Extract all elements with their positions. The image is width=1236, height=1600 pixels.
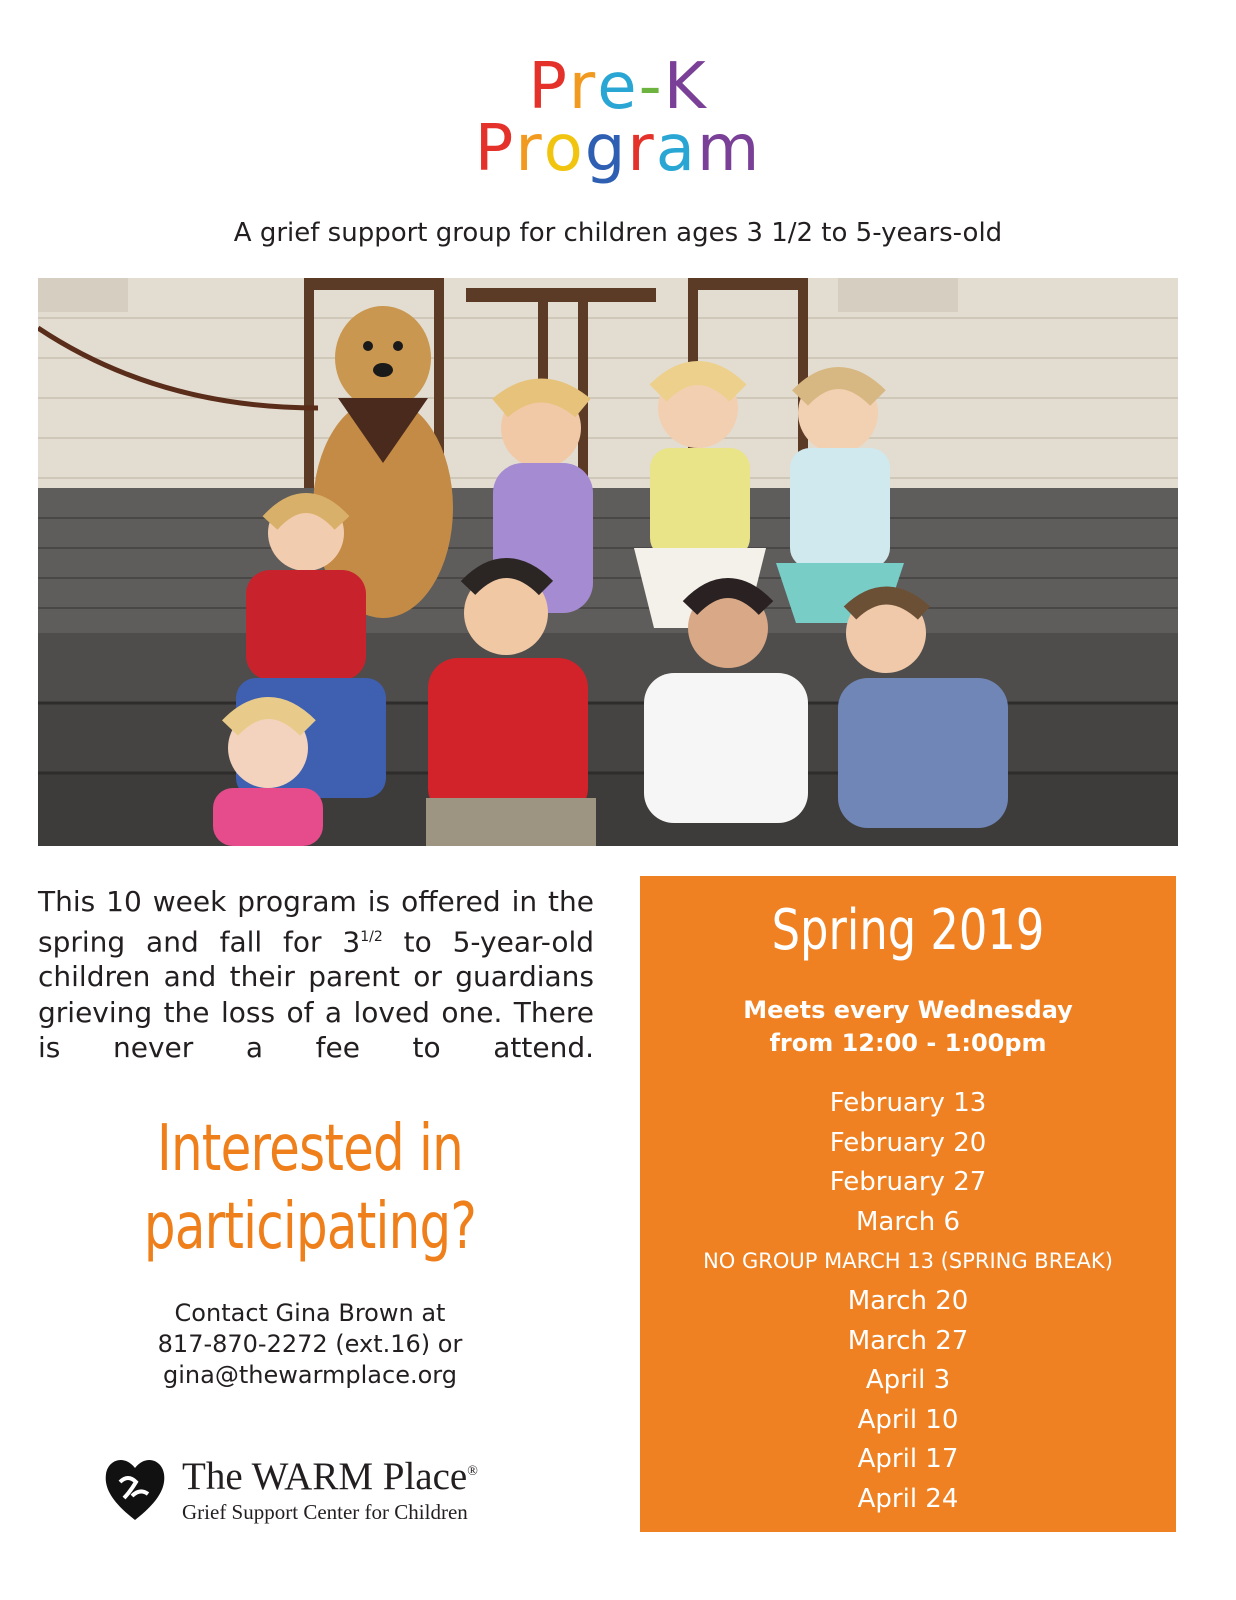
meeting-hours: from 12:00 - 1:00pm xyxy=(769,1029,1047,1057)
date-item: February 13 xyxy=(829,1088,987,1118)
date-list xyxy=(640,1084,1176,1520)
title-line-2 xyxy=(0,112,1236,186)
date-item: March 27 xyxy=(847,1325,969,1356)
contact-phone[interactable]: 817-870-2272 (ext.16) or xyxy=(157,1330,463,1358)
group-photo xyxy=(38,278,1178,846)
contact-name: Contact Gina Brown at xyxy=(174,1299,446,1327)
logo-name-text: The WARM Place xyxy=(182,1455,468,1498)
title-letter: e xyxy=(597,50,639,124)
description-text-1: This 10 week program is offered in the spring and fall for 3 xyxy=(38,885,594,958)
description-fraction: 1/2 xyxy=(360,928,383,945)
date-item: April 24 xyxy=(857,1483,959,1514)
title-letter: r xyxy=(627,112,656,186)
description-text-2: to 5-year-old children and their parent or guardians grieving the loss of a loved one. There is never a fee to attend. xyxy=(38,924,595,1065)
schedule-box xyxy=(640,876,1176,1532)
registered-mark: ® xyxy=(467,1464,478,1479)
date-item: April 3 xyxy=(865,1365,951,1396)
warm-place-logo xyxy=(102,1452,542,1532)
title-letter: - xyxy=(638,50,664,124)
heart-hands-icon xyxy=(102,1452,168,1522)
subtitle: A grief support group for children ages 3 1/2 to 5-years-old xyxy=(233,218,1003,248)
title-letter: a xyxy=(655,112,697,186)
meeting-time xyxy=(640,994,1176,1060)
date-item: March 20 xyxy=(847,1285,969,1316)
title-letter: P xyxy=(528,50,569,124)
group-photo-illustration xyxy=(38,278,1178,846)
cta-line-2: participating? xyxy=(143,1190,477,1264)
title-letter: r xyxy=(515,112,544,186)
date-item: February 20 xyxy=(829,1127,987,1158)
logo-tagline: Grief Support Center for Children xyxy=(182,1500,468,1524)
title-letter: o xyxy=(543,112,585,186)
season-heading: Spring 2019 xyxy=(771,898,1045,963)
date-item: March 6 xyxy=(855,1206,961,1237)
program-description xyxy=(38,884,594,1066)
title-letter: m xyxy=(696,112,762,186)
cta-line-1: Interested in xyxy=(156,1112,464,1186)
title-letter: r xyxy=(568,50,598,124)
date-item-no-group: NO GROUP MARCH 13 (SPRING BREAK) xyxy=(703,1249,1113,1274)
cta-heading xyxy=(115,1110,505,1266)
logo-name xyxy=(182,1454,478,1499)
date-item: April 17 xyxy=(857,1444,959,1475)
date-item: February 27 xyxy=(829,1167,987,1198)
title-letter: P xyxy=(474,112,516,186)
meeting-day: Meets every Wednesday xyxy=(743,996,1073,1024)
title-letter: K xyxy=(663,50,708,124)
contact-info xyxy=(60,1298,560,1391)
date-item: April 10 xyxy=(857,1404,959,1435)
title-letter: g xyxy=(584,112,628,186)
contact-email[interactable]: gina@thewarmplace.org xyxy=(163,1361,457,1389)
